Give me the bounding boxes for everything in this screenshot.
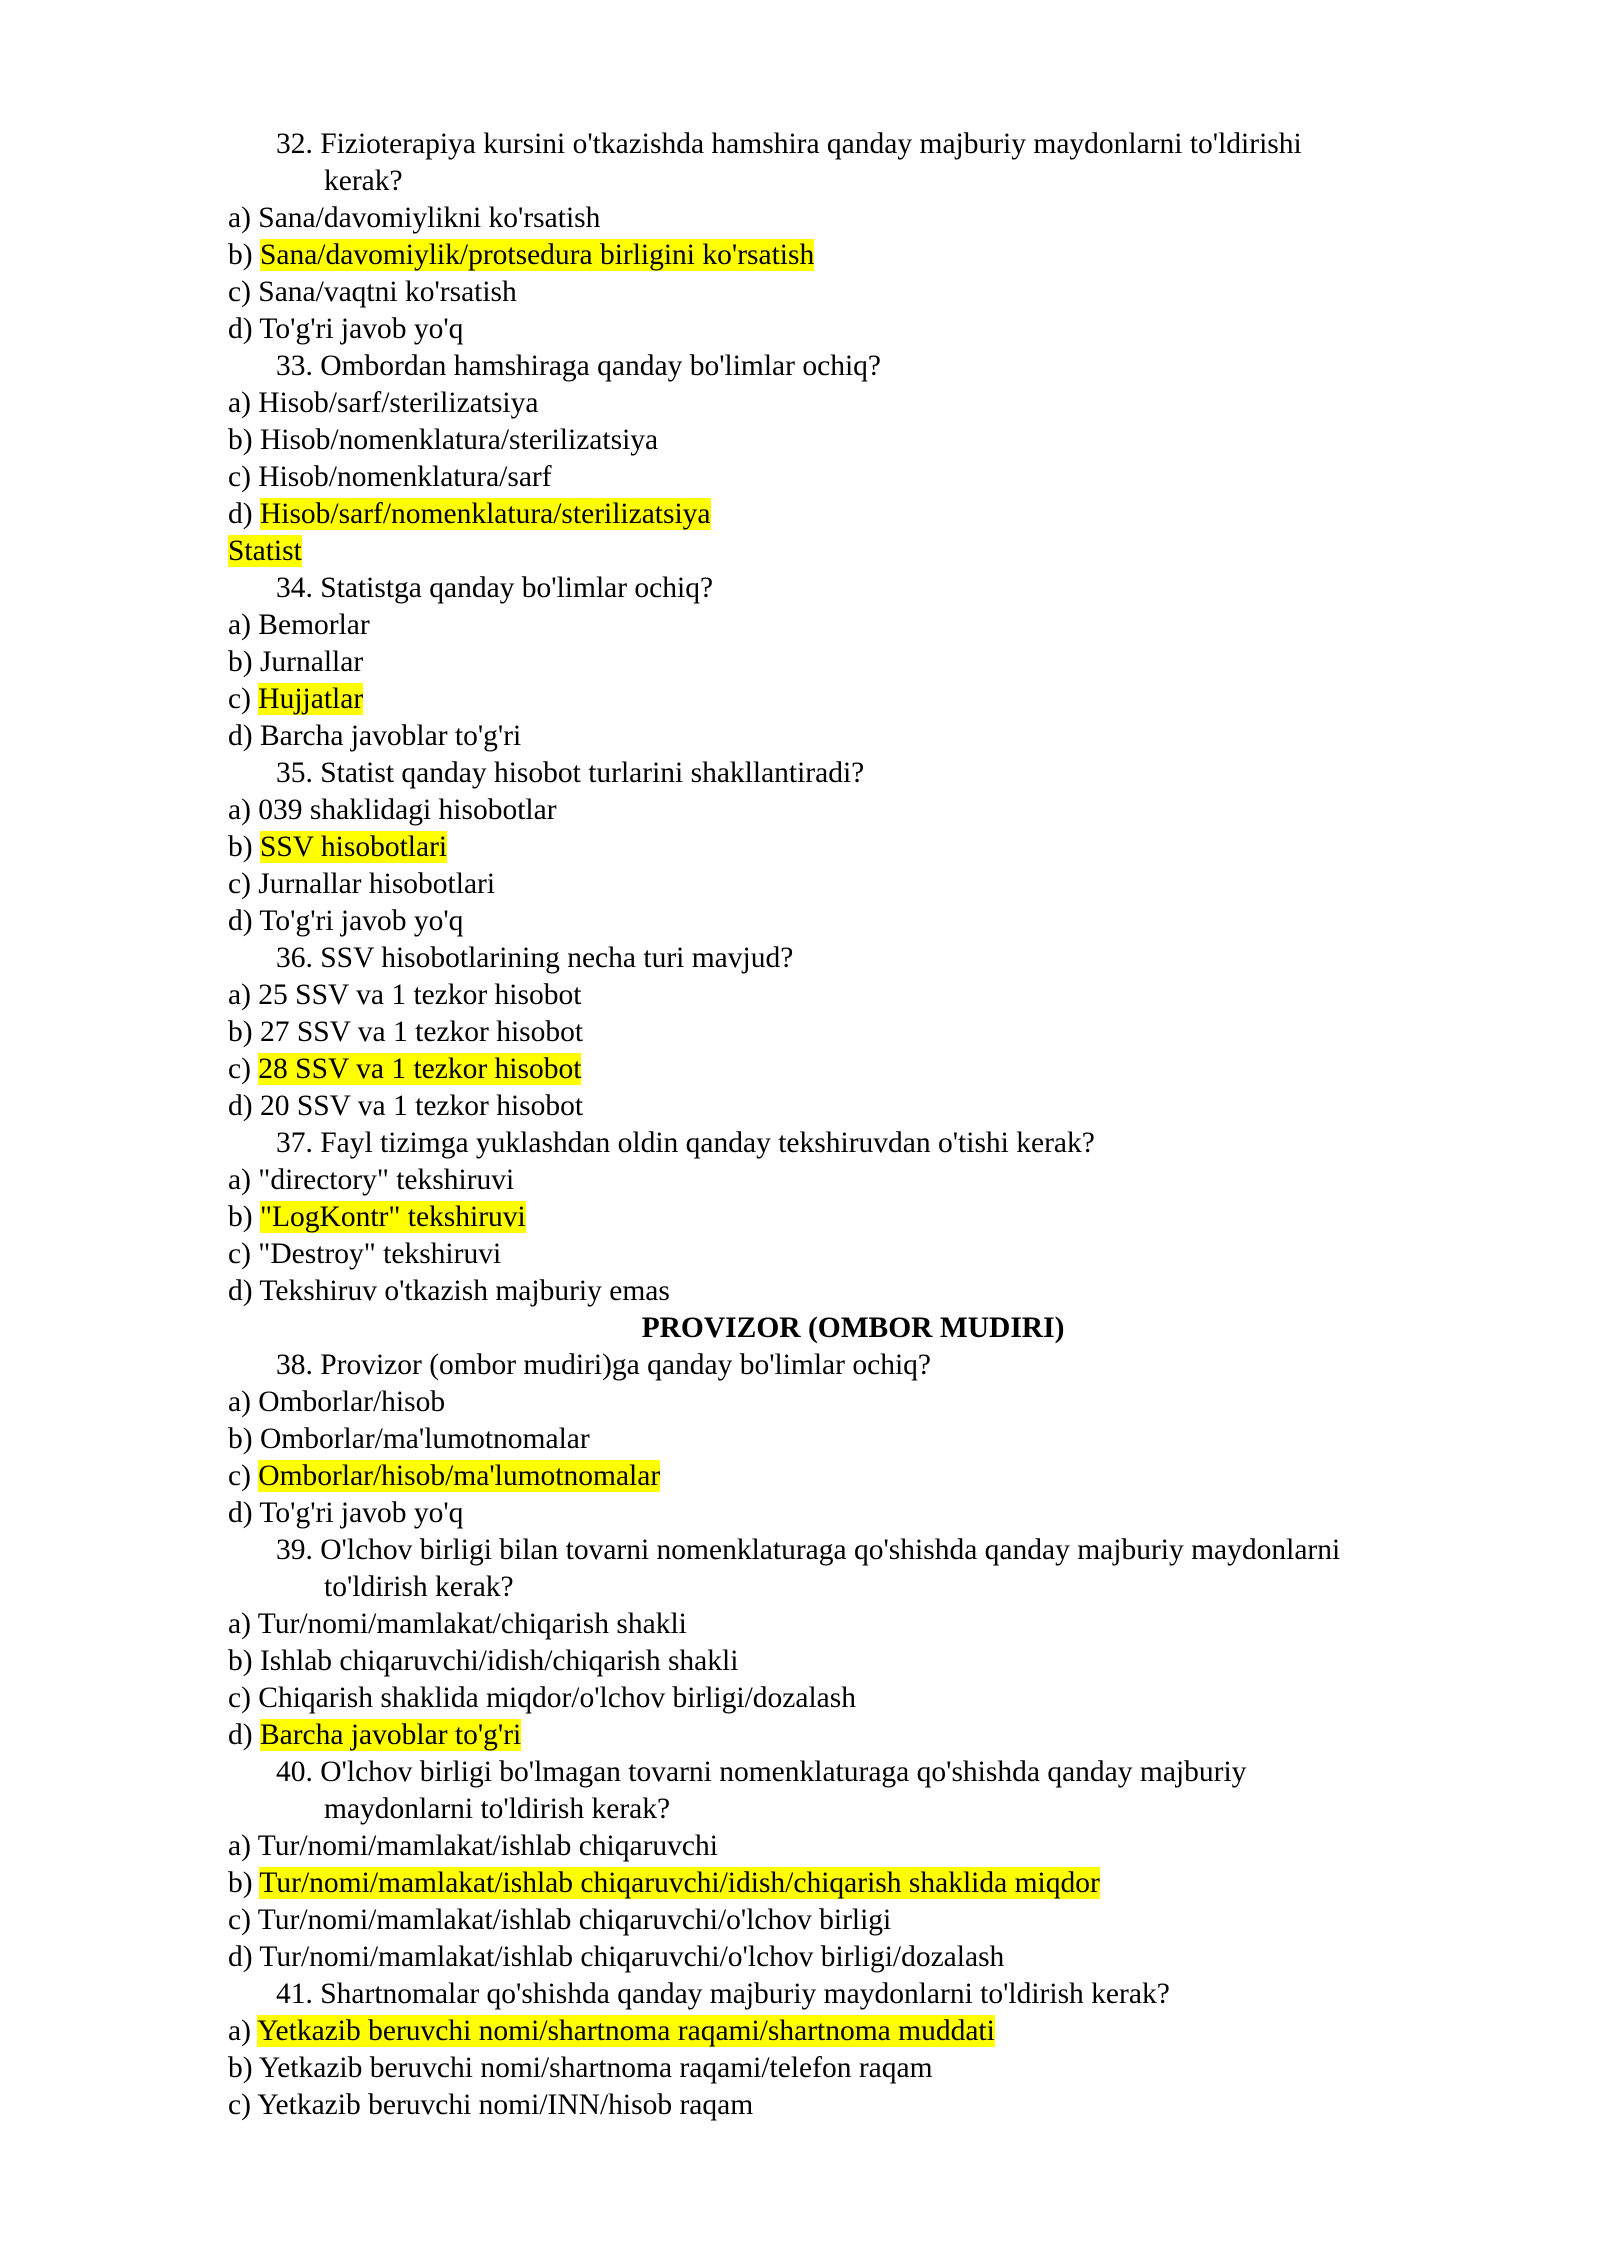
- option-letter: a): [228, 1386, 251, 1418]
- option-letter: b): [228, 1016, 253, 1048]
- option-text: Hisob/nomenklatura/sarf: [258, 461, 552, 493]
- option-text: Tur/nomi/mamlakat/ishlab chiqaruvchi/o'lchov birligi/dozalash: [259, 1941, 1005, 1973]
- question-label: 33. Ombordan hamshiraga qanday bo'limlar ochiq?: [276, 350, 881, 382]
- option-letter: d): [228, 1275, 253, 1307]
- question-label: 40. O'lchov birligi bo'lmagan tovarni nomenklaturaga qo'shishda qanday majburiy: [276, 1756, 1247, 1788]
- answer-option: [228, 1606, 1460, 1643]
- answer-option-correct: [228, 829, 1460, 866]
- highlighted-answer-text: Sana/davomiylik/protsedura birligini ko'rsatish: [259, 239, 815, 271]
- option-letter: a): [228, 2015, 251, 2047]
- highlighted-answer-text: Barcha javoblar to'g'ri: [259, 1719, 522, 1751]
- option-text: "directory" tekshiruvi: [258, 1164, 515, 1196]
- answer-option: [228, 866, 1460, 903]
- option-letter: a): [228, 1608, 251, 1640]
- option-text: "Destroy" tekshiruvi: [258, 1238, 502, 1270]
- option-letter: a): [228, 794, 251, 826]
- question-text: [228, 1754, 1460, 1791]
- answer-option: [228, 1236, 1460, 1273]
- question-label: 36. SSV hisobotlarining necha turi mavjud?: [276, 942, 794, 974]
- highlighted-answer-text: 28 SSV va 1 tezkor hisobot: [258, 1053, 582, 1085]
- option-letter: d): [228, 498, 253, 530]
- question-label: 35. Statist qanday hisobot turlarini shakllantiradi?: [276, 757, 865, 789]
- option-letter: d): [228, 1719, 253, 1751]
- option-text: To'g'ri javob yo'q: [259, 905, 464, 937]
- option-letter: c): [228, 1682, 251, 1714]
- option-text: Bemorlar: [258, 609, 370, 641]
- option-text: Tur/nomi/mamlakat/chiqarish shakli: [257, 1608, 687, 1640]
- option-text: 039 shaklidagi hisobotlar: [258, 794, 557, 826]
- highlighted-answer-text: Hisob/sarf/nomenklatura/sterilizatsiya: [259, 498, 711, 530]
- option-letter: b): [228, 1201, 253, 1233]
- question-label: 39. O'lchov birligi bilan tovarni nomenklaturaga qo'shishda qanday majburiy maydonlarni: [276, 1534, 1341, 1566]
- option-text: Omborlar/hisob: [258, 1386, 446, 1418]
- answer-option-correct: [228, 1717, 1460, 1754]
- answer-option: [228, 903, 1460, 940]
- option-text: Yetkazib beruvchi nomi/shartnoma raqami/telefon raqam: [258, 2052, 933, 2084]
- answer-option: [228, 2050, 1460, 2087]
- option-text: 25 SSV va 1 tezkor hisobot: [258, 979, 582, 1011]
- answer-option: [228, 1902, 1460, 1939]
- question-text-continued: [228, 1569, 1460, 1606]
- question-label: 34. Statistga qanday bo'limlar ochiq?: [276, 572, 714, 604]
- option-letter: c): [228, 868, 251, 900]
- option-text: 20 SSV va 1 tezkor hisobot: [259, 1090, 584, 1122]
- question-text: [228, 1347, 1460, 1384]
- option-text: 27 SSV va 1 tezkor hisobot: [259, 1016, 584, 1048]
- answer-option: [228, 311, 1460, 348]
- answer-option: [228, 792, 1460, 829]
- highlighted-answer-text: Omborlar/hisob/ma'lumotnomalar: [258, 1460, 661, 1492]
- option-text: Jurnallar: [259, 646, 364, 678]
- option-text: To'g'ri javob yo'q: [259, 313, 464, 345]
- answer-option: [228, 718, 1460, 755]
- highlighted-answer-text: Yetkazib beruvchi nomi/shartnoma raqami/shartnoma muddati: [257, 2015, 995, 2047]
- question-label-continued: maydonlarni to'ldirish kerak?: [324, 1793, 671, 1825]
- option-text: To'g'ri javob yo'q: [259, 1497, 464, 1529]
- role-heading-text: Statist: [228, 535, 302, 567]
- option-text: Hisob/nomenklatura/sterilizatsiya: [259, 424, 659, 456]
- answer-option: [228, 1680, 1460, 1717]
- option-letter: b): [228, 1645, 253, 1677]
- question-label: 37. Fayl tizimga yuklashdan oldin qanday tekshiruvdan o'tishi kerak?: [276, 1127, 1095, 1159]
- answer-option: [228, 422, 1460, 459]
- answer-option: [228, 1495, 1460, 1532]
- highlighted-answer-text: Tur/nomi/mamlakat/ishlab chiqaruvchi/idish/chiqarish shaklida miqdor: [259, 1867, 1100, 1899]
- option-text: Hisob/sarf/sterilizatsiya: [258, 387, 539, 419]
- option-letter: b): [228, 1423, 253, 1455]
- section-title-text: PROVIZOR (OMBOR MUDIRI): [641, 1312, 1065, 1344]
- answer-option: [228, 274, 1460, 311]
- answer-option-correct: [228, 1199, 1460, 1236]
- option-letter: d): [228, 1941, 253, 1973]
- option-letter: c): [228, 683, 251, 715]
- option-text: Omborlar/ma'lumotnomalar: [259, 1423, 590, 1455]
- option-letter: a): [228, 979, 251, 1011]
- option-text: Sana/davomiylikni ko'rsatish: [258, 202, 601, 234]
- option-letter: d): [228, 720, 253, 752]
- option-text: Yetkazib beruvchi nomi/INN/hisob raqam: [257, 2089, 754, 2121]
- option-letter: c): [228, 1904, 251, 1936]
- answer-option: [228, 459, 1460, 496]
- option-letter: d): [228, 1497, 253, 1529]
- answer-option: [228, 1088, 1460, 1125]
- option-letter: b): [228, 424, 253, 456]
- answer-option: [228, 644, 1460, 681]
- question-text-continued: [228, 1791, 1460, 1828]
- option-letter: c): [228, 461, 251, 493]
- option-letter: b): [228, 1867, 253, 1899]
- option-letter: a): [228, 1830, 251, 1862]
- option-text: Sana/vaqtni ko'rsatish: [258, 276, 517, 308]
- question-text: [228, 1532, 1460, 1569]
- option-letter: a): [228, 609, 251, 641]
- answer-option: [228, 977, 1460, 1014]
- answer-option: [228, 1273, 1460, 1310]
- section-title: [228, 1310, 1478, 1347]
- answer-option: [228, 607, 1460, 644]
- highlighted-answer-text: SSV hisobotlari: [259, 831, 448, 863]
- answer-option: [228, 1828, 1460, 1865]
- answer-option-correct: [228, 237, 1460, 274]
- answer-option-correct: [228, 1458, 1460, 1495]
- question-label: 38. Provizor (ombor mudiri)ga qanday bo'limlar ochiq?: [276, 1349, 931, 1381]
- question-text: [228, 1125, 1460, 1162]
- answer-option-correct: [228, 1051, 1460, 1088]
- question-text: [228, 755, 1460, 792]
- question-text: [228, 126, 1460, 163]
- option-text: Tur/nomi/mamlakat/ishlab chiqaruvchi: [257, 1830, 718, 1862]
- question-label-continued: to'ldirish kerak?: [324, 1571, 514, 1603]
- option-text: Tur/nomi/mamlakat/ishlab chiqaruvchi/o'lchov birligi: [257, 1904, 892, 1936]
- answer-option: [228, 2087, 1460, 2124]
- option-letter: a): [228, 387, 251, 419]
- option-letter: d): [228, 1090, 253, 1122]
- answer-option: [228, 1014, 1460, 1051]
- question-text: [228, 570, 1460, 607]
- option-letter: a): [228, 202, 251, 234]
- answer-option: [228, 385, 1460, 422]
- question-text-continued: [228, 163, 1460, 200]
- option-letter: b): [228, 2052, 253, 2084]
- answer-option: [228, 200, 1460, 237]
- role-heading: [228, 533, 1460, 570]
- question-text: [228, 1976, 1460, 2013]
- option-text: Jurnallar hisobotlari: [258, 868, 496, 900]
- option-letter: b): [228, 239, 253, 271]
- question-label: 41. Shartnomalar qo'shishda qanday majburiy maydonlarni to'ldirish kerak?: [276, 1978, 1170, 2010]
- answer-option-correct: [228, 681, 1460, 718]
- option-letter: c): [228, 1238, 251, 1270]
- option-text: Chiqarish shaklida miqdor/o'lchov birligi/dozalash: [258, 1682, 856, 1714]
- option-letter: c): [228, 276, 251, 308]
- answer-option: [228, 1421, 1460, 1458]
- option-letter: c): [228, 2089, 251, 2121]
- answer-option: [228, 1643, 1460, 1680]
- question-text: [228, 940, 1460, 977]
- question-label: 32. Fizioterapiya kursini o'tkazishda hamshira qanday majburiy maydonlarni to'ldirishi: [276, 128, 1302, 160]
- option-letter: d): [228, 905, 253, 937]
- option-letter: d): [228, 313, 253, 345]
- highlighted-answer-text: Hujjatlar: [258, 683, 364, 715]
- option-text: Ishlab chiqaruvchi/idish/chiqarish shakli: [259, 1645, 739, 1677]
- answer-option: [228, 1384, 1460, 1421]
- answer-option-correct: [228, 496, 1460, 533]
- option-letter: a): [228, 1164, 251, 1196]
- answer-option: [228, 1939, 1460, 1976]
- option-text: Barcha javoblar to'g'ri: [259, 720, 522, 752]
- option-letter: b): [228, 646, 253, 678]
- option-text: Tekshiruv o'tkazish majburiy emas: [259, 1275, 670, 1307]
- option-letter: b): [228, 831, 253, 863]
- question-text: [228, 348, 1460, 385]
- answer-option-correct: [228, 2013, 1460, 2050]
- option-letter: c): [228, 1053, 251, 1085]
- document-content: [228, 126, 1460, 2124]
- answer-option-correct: [228, 1865, 1460, 1902]
- option-letter: c): [228, 1460, 251, 1492]
- answer-option: [228, 1162, 1460, 1199]
- question-label-continued: kerak?: [324, 165, 403, 197]
- highlighted-answer-text: "LogKontr" tekshiruvi: [259, 1201, 526, 1233]
